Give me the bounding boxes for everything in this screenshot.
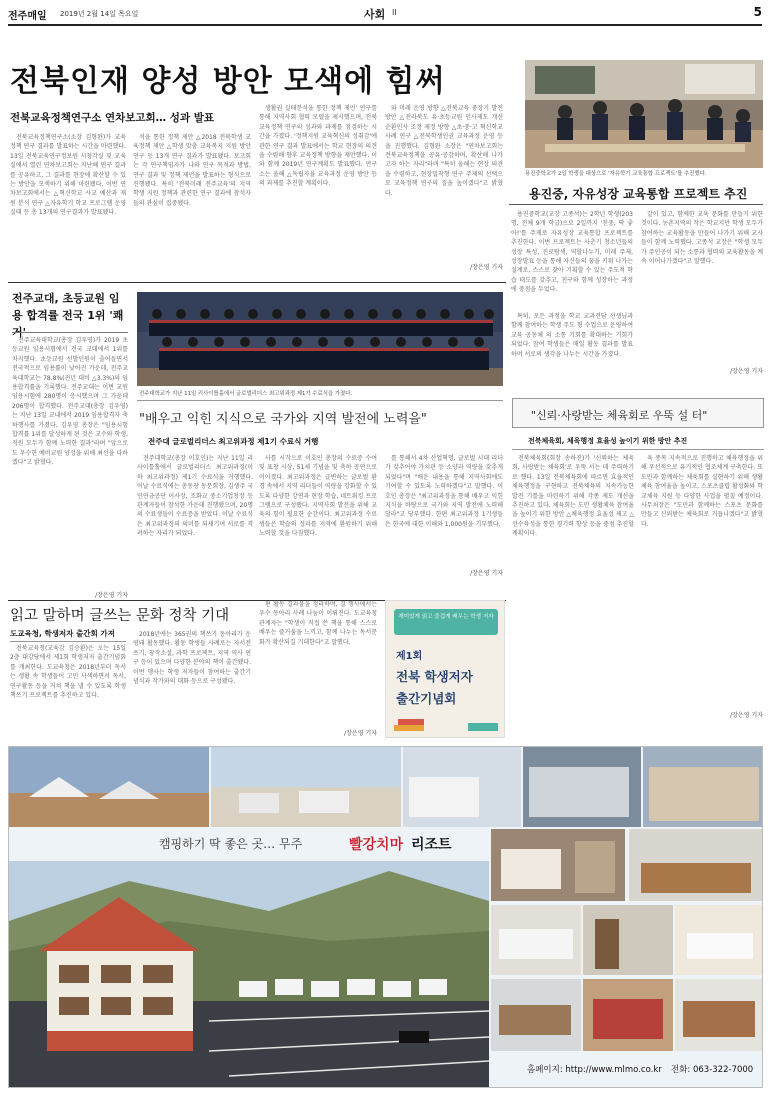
- main-col-2: 석을 통한 정책 제안 △2018 전북학생 교육정책 제안 △학생 맞춤 교육복지 지원 방안 연구 등 13개 연구 결과가 발표됐다. 보고회는 각 연구책임자가 나와 연구 목적과 방법, 연구 결과 및 정책 제언을 발표하는 형식으로 진행됐다. 특히 '전북미래 전주교육'의 지역 학생 지원 정책과 관련한 연구 결과에 참석자들의 관심이 집중됐다.: [133, 134, 251, 207]
- main-subhead: 전북교육정책연구소 연차보고회… 성과 발표: [10, 112, 215, 124]
- sports-subhead: 전북체육회, 체육행정 효율성 높이기 위한 방안 추진: [528, 437, 688, 445]
- main-byline: /장은영 기자: [470, 264, 503, 271]
- main-col-3: 생활권 실태분석을 통한 정책 제언' 연구를 통해 지역사회 협력 모델을 제시했으며, 전북 교육정책 연구의 성과와 과제를 점검하는 시간을 가졌다. '정책지원 교육혁신의 성취감'에 관한 연구 결과 발표에서는 학교 현장의 의견을 수렴해 향후 교육정책 방향을 제안했다. 이와 함께 2019년 연구계획도 발표했다. 연구소는 올해 △독립자율 교육과정 운영 방안 등의 과제를 추진할 계획이다.: [259, 105, 377, 188]
- ad-brand-suffix: 리조트: [411, 837, 452, 853]
- ad-top-photo-strip: [9, 747, 763, 827]
- sports-col-2: 육 종목 지속적으로 진행하고 체육행정을 위해 우선적으로 유기적인 협조체계 구축한다. 또 도민과 함께하는 체육회를 실현하기 위해 생활체육 참여율을 높이고, 스포츠클럽 활성화와 학교체육 지원 등 다양한 사업을 펼칠 예정이다. 사무처장은 "도민과 함께하는 스포츠 문화를 만들고 신뢰받는 체육회로 거듭나겠다"고 밝혔다.: [641, 455, 763, 528]
- page-number: 5: [753, 5, 762, 19]
- sports-headline-box: [512, 398, 764, 428]
- reading-subhead-rule: [10, 641, 126, 642]
- reading-col-3: 편 활동 결과물을 정리하여, 결 행사에서는 우수 동아리 사례 나눔이 이뤄진다. 도교육청 관계자는 "학생이 직접 쓴 책을 통해 스스로 배우는 즐거움을 느끼고, 함께 나누는 독서문화가 확산되길 기대한다"고 말했다.: [259, 601, 377, 646]
- yongjin-headline-rule: [509, 204, 763, 205]
- poster-edition: 제1회: [396, 651, 423, 662]
- issue-date: 2019년 2월 14일 목요일: [60, 10, 139, 18]
- book-stack-icon: [394, 713, 498, 733]
- jeonju-global-col-2: 사를 시작으로 이호인 총장의 수료증 수여 및 표창 시상, 51세 기념을 및 축하 공연으로 이어졌다. 최고위과정은 급변하는 글로벌 환경 속에서 지역 리더들이 역량을 강화할 수 있도록 다양한 강연과 현장 학습, 네트워킹 프로그램으로 구성됐다. 지역사회 발전을 위해 교육의 힘이 필요한 순간이다. 최고위과정 수료생들은 학습의 성과를 지역에 환원하기 위해 노력할 것을 다짐했다.: [259, 455, 377, 538]
- paper-name: 전주매일: [8, 11, 47, 22]
- poster-small-text: 재미있게 읽고 즐겁게 배우는 학생 저자: [398, 614, 494, 620]
- sports-headline: "신뢰·사랑받는 체육회로 우뚝 설 터": [531, 409, 708, 422]
- yongjin-byline: /장은영 기자: [730, 368, 763, 375]
- sports-col-1: 전북체육회(회장 송하진)가 '신뢰하는 체육회, 사랑받는 체육회'로 우뚝 서는 데 주력하기로 했다. 13일 전북체육회에 따르면 효율적인 체육행정을 구현하고 전북체육의 지속가능한 발전 기틀을 마련하기 위해 각종 제도 개선을 추진하고 있다. 체육회는 도민 생활체육 참여율을 높이기 위한 방안 △체육행정 효율성 제고 △선수육성을 통한 경기력 향상 등을 중점 추진할 계획이다.: [512, 455, 634, 538]
- reading-byline: /장은영 기자: [344, 730, 377, 737]
- ad-homepage: 홈페이지: http://www.mlmo.co.kr: [527, 1065, 662, 1075]
- resort-advertisement: [8, 746, 763, 1088]
- section-name: 사회: [364, 8, 386, 21]
- poster-title-line-1: 전북 학생저자: [396, 669, 473, 684]
- jeonju-univ-headline: 전주교대, 초등교원 임용 합격률 전국 1위 '쾌거': [12, 292, 124, 339]
- ad-brand-highlight: 빨강치마: [349, 837, 404, 853]
- graduation-caption-rule: [137, 400, 503, 401]
- poster-title-line-2: 출간기념회: [396, 691, 457, 706]
- jeonju-global-col-3: 를 통해서 4차 산업혁명, 글로벌 시대 리더가 갖추어야 가치관 등 소양과 역량을 갖추게 되었다"며 "배운 내용을 통해 지역사회에도 기여할 수 있도록 노력하겠다"고 말했다. 이호인 총장은 "최고위과정을 통해 배우고 익힌 지식을 바탕으로 국가와 지역 발전에 노력해 달라"고 당부했다. 한편 최고위과정 1기생들은 한국에 대한 이해와 1,000원을 기부했다.: [385, 455, 503, 528]
- main-col-4: 와 미래 운영 방향 △전북교육 중장기 발전 방안 △전라북도 유·초등교원 인사제도 개선 순환인사 조정 제정 방향 △초·중·고 혁신학교 사례 연구 △전북학생인권 교육과정 운영 등을 진행했다. 김형완 소장은 "연차보고회는 전북교육정책을 공유·공감하며, 확산해 나가고자 하는 자리"라며 "특히 올해는 현장 의견을 수렴하고, 현장밀착형 연구 주제의 선택으로 교육정책 연구의 질을 높이겠다"고 밝혔다.: [385, 105, 503, 197]
- jeonju-global-headline: "배우고 익힌 지식으로 국가와 지역 발전에 노력을": [139, 412, 427, 427]
- reading-subhead: 도교육청, 학생저자 출간회 가져: [10, 629, 115, 638]
- jeonju-univ-rule: [12, 332, 128, 333]
- ad-slogan-bar: [9, 827, 489, 861]
- yongjin-col-2: 특히, 모든 과정을 학교 교과전담 선생님과 함께 참여하는 학생 주도 형 수업으로 운영하여 교육 공동체 의 소통 기회를 확대하는 기회가 되었다. 참여 학생들은 매일 활동 결과를 발표하며 서로의 생각을 나누는 시간을 가졌다.: [511, 313, 633, 358]
- ad-slogan: 캠핑하기 딱 좋은 곳… 무주: [159, 837, 303, 851]
- reading-col-2: 2018년에는 365권의 책쓰기 동아리가 운영돼 활동했다. 활동 학생들 사례로는 자서전 쓰기, 창작소설, 과학 프로젝트, 지역 역사 연구 등이 있으며 다양한 분야의 책이 출간됐다. 이번 행사는 학생 저자들이 참여하는 출간기념식과 작가와의 대화 등으로 구성됐다.: [133, 631, 251, 686]
- graduation-photo-caption: 전주대학교가 지난 11일 리사이틀홀에서 글로벌리더스 최고위과정 제1기 수료식을 가졌다.: [139, 391, 353, 397]
- jeonju-global-byline: /장은영 기자: [470, 570, 503, 577]
- yongjin-headline: 용진중, 자유성장 교육통합 프로젝트 추진: [529, 187, 748, 201]
- sports-subhead-rule: [512, 449, 764, 450]
- ad-resort-main-photo: [9, 861, 489, 1088]
- main-col-1: 전북교육정책연구소(소장 김형완)가 교육정책 연구 결과를 발표하는 시간을 마련했다. 13일 전북교육연구정보원 시청각실 및 교육실에서 열린 연차보고회는 지난해 연구 결과를 공유하고, 그 결과를 현장에 확산할 수 있는 방안을 모색하기 위해 마련됐다. 이번 연차보고회에서는 △혁신학교 사교 예산과 재원 분석 연구 △자유학기 학교 프로그램 운영 실태 등 총 13개의 연구결과가 발표됐다.: [10, 134, 126, 217]
- section-number: II: [392, 8, 397, 17]
- ad-contact-bar: [491, 1053, 763, 1088]
- main-headline: 전북인재 양성 방안 모색에 힘써: [10, 64, 446, 99]
- graduation-photo: [137, 292, 503, 386]
- reading-col-1: 전북교육청(교육감 김승환)은 오는 15일 2층 대강당에서 제1회 학생저자 출간기념회를 개최한다. 도교육청은 2018년부터 독서는 생활 속 학생들이 고민 사색하면서 독서, 연구활동 등을 거쳐 책을 낼 수 있도록 학생 책쓰기 프로젝트를 추진하고 있다.: [10, 645, 126, 700]
- sports-byline: /장은영 기자: [730, 712, 763, 719]
- student-author-poster: [385, 600, 505, 738]
- yongjin-col-3: 같이 있고, 함께한 교육 문화를 만들기 위한 것이다. 농촌지역의 작은 학교지만 학생 모두가 참여하는 교육활동을 만들어 나가기 위해 교사들이 함께 노력했다. 고종석 교장은 "학생 모두가 주인공이 되는 소통과 협력의 교육활동을 계속 이어나가겠다"고 말했다.: [641, 211, 763, 266]
- yongjin-photo-caption: 용진중학교가 2일 학생을 대상으로 '자유학기 교육통합 프로젝트'를 추진했다.: [525, 171, 707, 177]
- ad-room-photo-grid: [491, 829, 763, 1051]
- upper-section-rule: [8, 282, 506, 283]
- jeonju-univ-body: 전주교육대학교(총장 김우영)가 2019 초등교원 임용시험에서 전국 교대에서 1위를 차지했다. 초등교원 선발인원이 줄어들면서 전국적으로 임용률이 낮아진 가운데, 전주교육대학교는 78.8%(전년 대비 △3.3%)의 임용합격률을 기록했다. 전주교대는 이번 교원임용시험에 280명이 응시했으며 그 가운데 206명이 합격했다. 전주교대(총장 김우영)는 지난 13일 교내에서 2019 임용합격자 축하행사를 가졌다. 김우영 총장은 "임용시험 합격률 1위를 달성하게 된 것은 교수와 학생, 직원 모두가 함께 노력한 결과"라며 "앞으로도 우수한 예비교원 양성을 위해 최선을 다하겠다"고 밝혔다.: [12, 337, 128, 467]
- jeonju-univ-byline: /장은영 기자: [95, 592, 128, 599]
- yongjin-classroom-photo: [525, 60, 763, 168]
- masthead: [8, 5, 762, 23]
- header-rule: [8, 24, 762, 26]
- jeonju-global-subhead: 전주대 글로벌리더스 최고위과정 제1기 수료식 거행: [148, 437, 319, 446]
- yongjin-col-1: 용진중학교(교장 고종석)는 2학년 학생(203명, 전체 9개 학급)으로 2일까지 '친중, 딱 좋아!'를 주제로 자유성장 교육통합 프로젝트를 추진한다. 이번 프로젝트는 사춘기 청소년들의 성장 특성, 진로탐색, 역할나누기, 미래 주제, 성장발표 등을 통해 자신들의 꿈을 키워 나가는 설계로, 스스로 찾아 기획할 수 있는 주도적 학습 태도를 갖추고, 친구와 함께 성장하는 과정에 중점을 두었다.: [511, 211, 633, 294]
- ad-phone: 전화: 063-322-7000: [671, 1065, 754, 1075]
- jeonju-global-col-1: 전주대학교(총장 이호인)는 지난 11일 리사이틀홀에서 글로벌리더스 최고위과정(이하 최고위과정) 제1기 수료식을 거행했다. 이날 수료식에는 총동창 동문회장, 김생주 국민연금공단 이사장, 조화교 중소기업청장 등 관계자들이 참석한 가운데 진행됐으며, 20명의 수료생들이 수료증을 받았다. 이날 수료식은 최고위과정의 의미를 되새기며 서로를 격려하는 자리가 되었다.: [137, 455, 253, 538]
- graduation-photo-image: [137, 292, 503, 386]
- reading-headline: 읽고 말하며 글쓰는 문화 정착 기대: [10, 608, 230, 624]
- classroom-photo-image: [525, 60, 763, 168]
